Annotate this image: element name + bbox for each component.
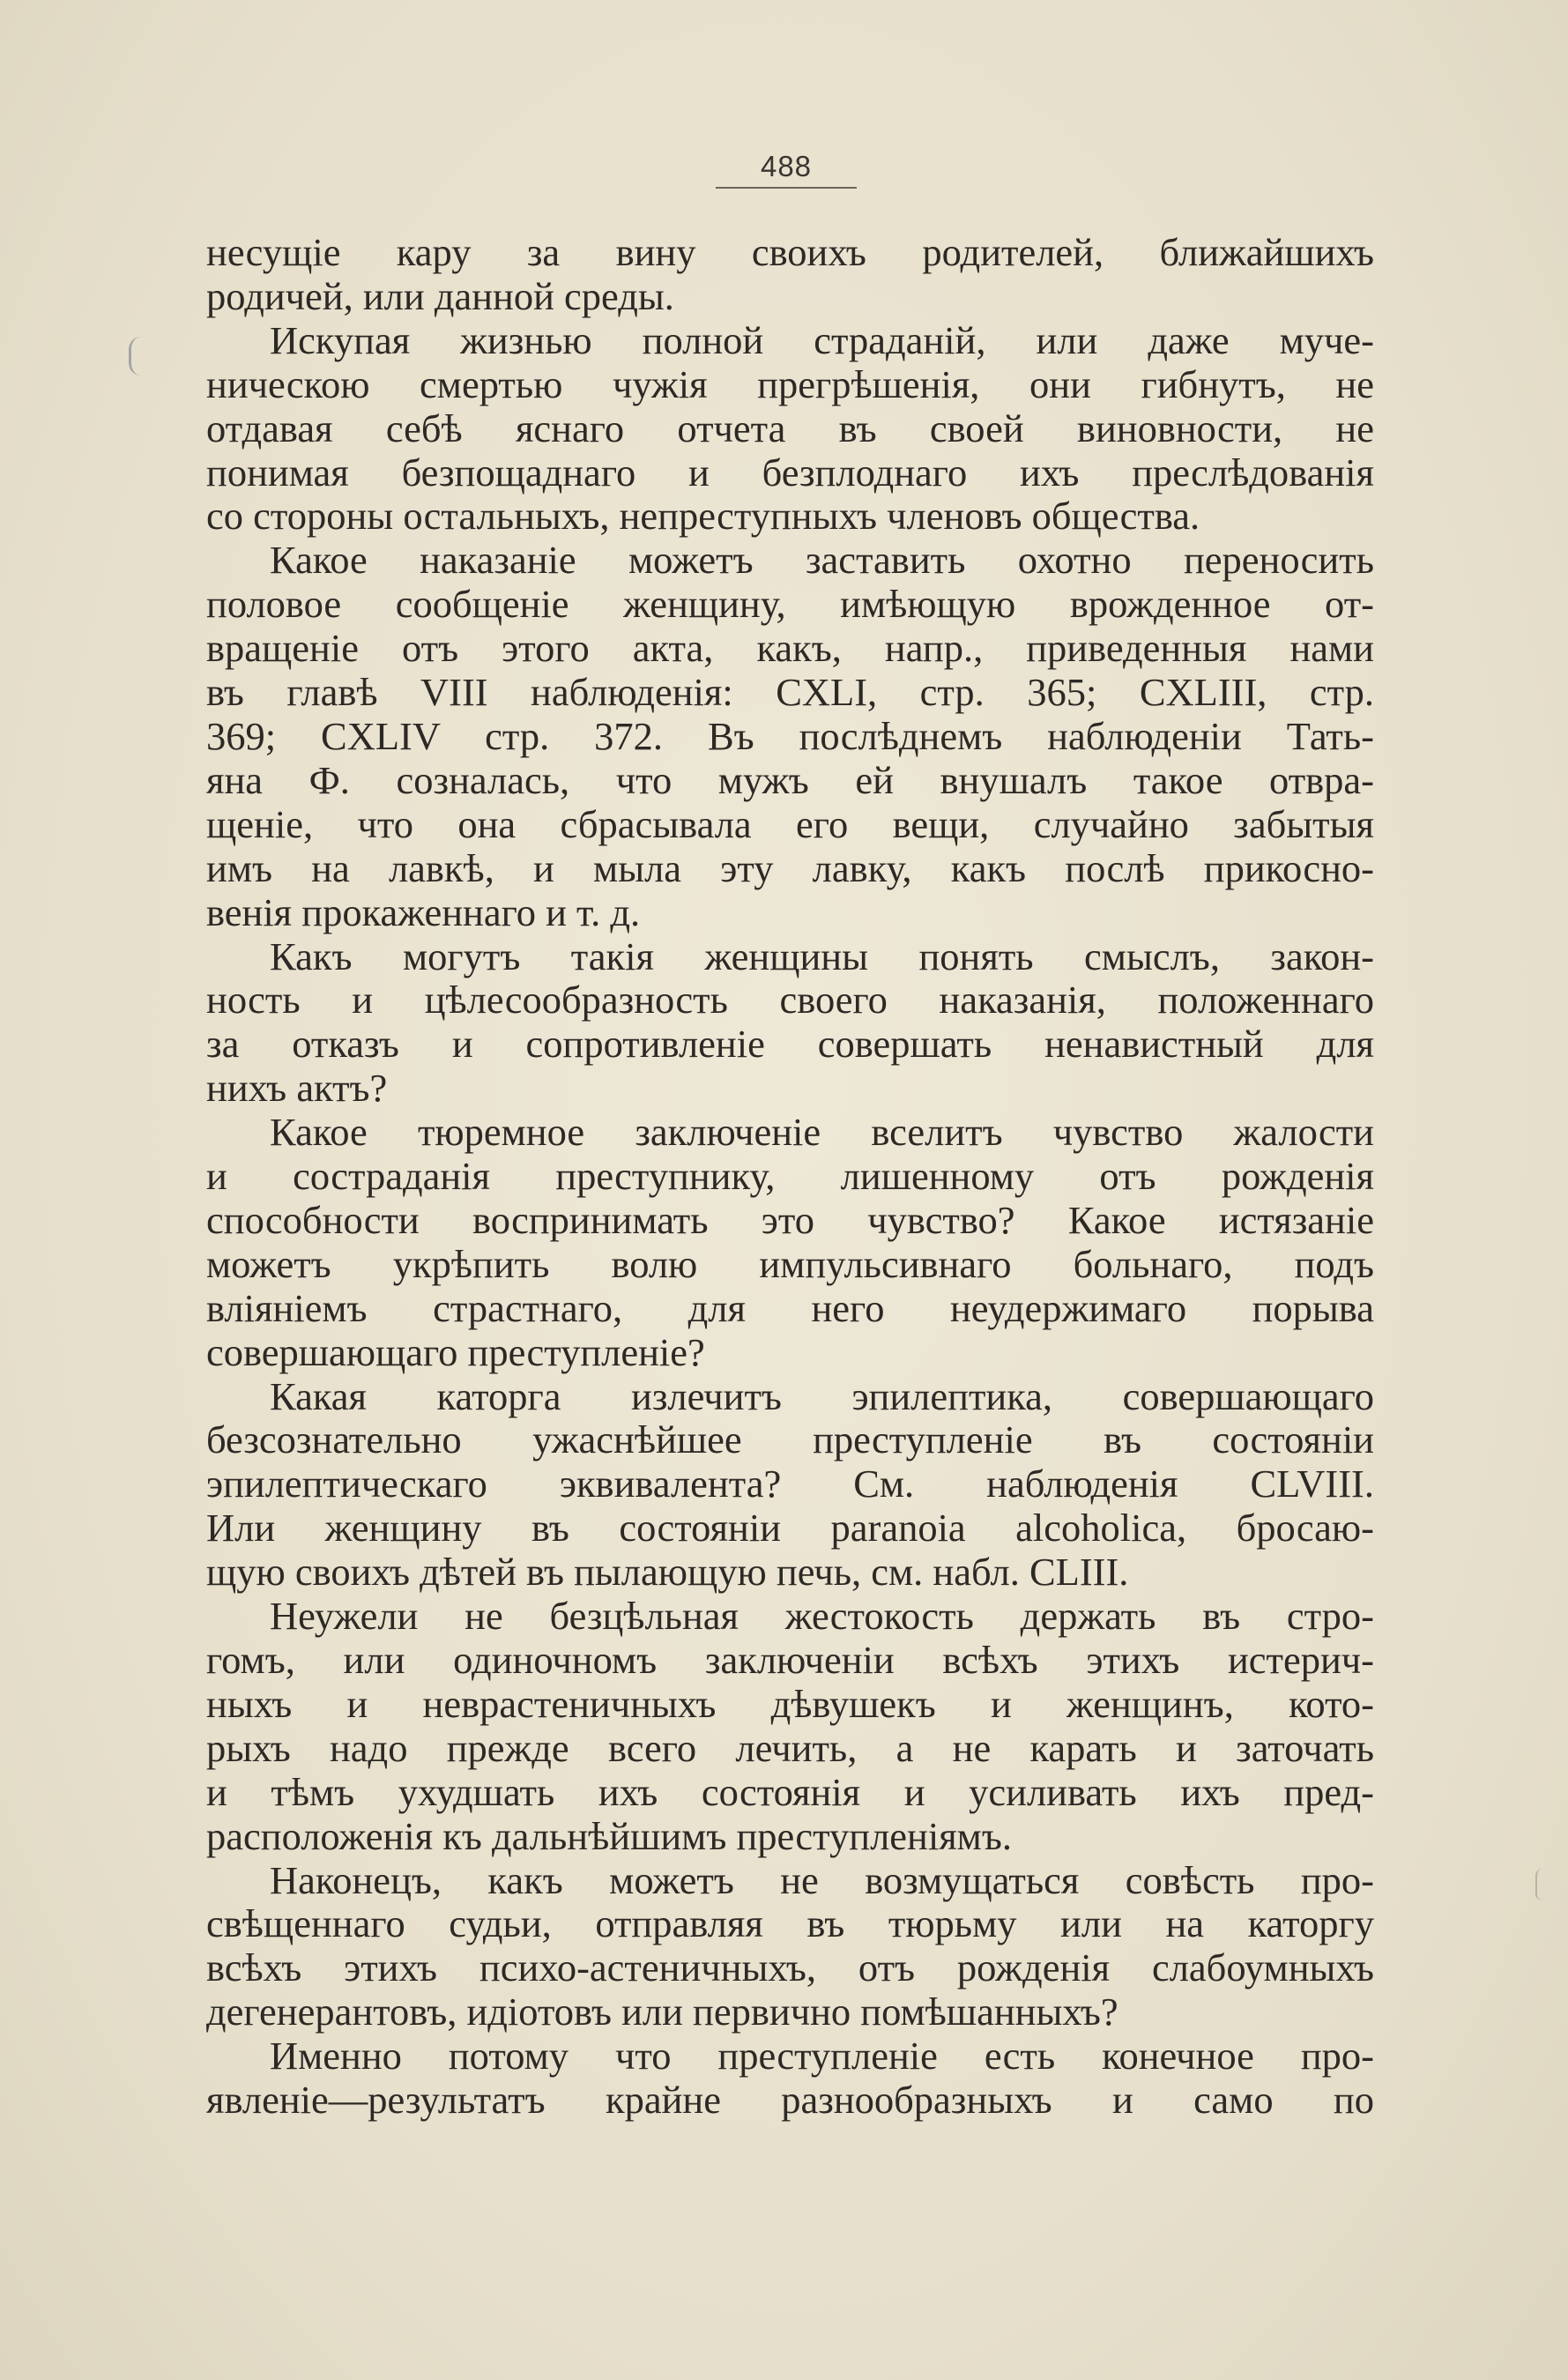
text-line: расположенія къ дальнѣйшимъ преступленіямъ. (206, 1813, 1012, 1858)
text-line: способности воспринимать это чувство? Какое истязаніе (206, 1197, 1374, 1242)
text-line: всѣхъ этихъ психо-астеничныхъ, отъ рожденія слабоумныхъ (206, 1945, 1374, 1990)
body-text (206, 231, 1374, 2123)
text-line: ность и цѣлесообразность своего наказанія, положеннаго (206, 978, 1374, 1023)
text-line: несущіе кару за вину своихъ родителей, ближайшихъ (206, 230, 1374, 274)
text-line: эпилептическаго эквивалента? См. наблюденія CLVIII. (206, 1461, 1374, 1506)
text-line: имъ на лавкѣ, и мыла эту лавку, какъ послѣ прикосно- (206, 845, 1374, 890)
text-line: рыхъ надо прежде всего лечить, а не карать и заточать (206, 1725, 1374, 1770)
text-line: вліяніемъ страстнаго, для него неудержимаго порыва (206, 1285, 1374, 1330)
text-line: вращеніе отъ этого акта, какъ, напр., приведенныя нами (206, 626, 1374, 671)
text-line: щую своихъ дѣтей въ пылающую печь, см. набл. CLIII. (206, 1550, 1129, 1595)
text-line: Неужели не безцѣльная жестокость держать въ стро- (270, 1594, 1374, 1639)
margin-mark (1535, 1869, 1546, 1900)
text-line: понимая безпощаднаго и безплоднаго ихъ преслѣдованія (206, 450, 1374, 495)
text-line: Наконецъ, какъ можетъ не возмущаться совѣсть про- (270, 1857, 1374, 1902)
text-line: за отказъ и сопротивленіе совершать ненавистный для (206, 1022, 1374, 1067)
text-line: отдавая себѣ яснаго отчета въ своей виновности, не (206, 405, 1374, 450)
text-line: совершающаго преступленіе? (206, 1329, 705, 1374)
text-line: венія прокаженнаго и т. д. (206, 889, 641, 934)
text-line: Какое наказаніе можетъ заставить охотно переносить (270, 538, 1374, 583)
text-line: въ главѣ VIII наблюденія: CXLI, стр. 365; CXLIII, стр. (206, 670, 1374, 715)
header-rule (716, 187, 857, 189)
text-line: ныхъ и неврастеничныхъ дѣвушекъ и женщинъ, кото- (206, 1681, 1374, 1726)
page-header (716, 150, 857, 189)
text-line: нихъ актъ? (206, 1066, 388, 1111)
text-line: Именно потому что преступленіе есть конечное про- (270, 2034, 1374, 2079)
text-line: 369; CXLIV стр. 372. Въ послѣднемъ наблюденіи Тать- (206, 713, 1374, 758)
text-line: щеніе, что она сбрасывала его вещи, случайно забытыя (206, 801, 1374, 846)
pencil-bracket-mark (129, 337, 151, 376)
text-line: Какое тюремное заключеніе вселитъ чувство жалости (270, 1110, 1374, 1155)
text-line: дегенерантовъ, идіотовъ или первично помѣшанныхъ? (206, 1990, 1118, 2034)
text-line: свѣщеннаго судьи, отправляя въ тюрьму или на каторгу (206, 1901, 1374, 1946)
text-line: Какая каторга излечитъ эпилептика, совершающаго (270, 1373, 1374, 1418)
text-line: гомъ, или одиночномъ заключеніи всѣхъ этихъ истерич- (206, 1638, 1374, 1682)
text-line: со стороны остальныхъ, непреступныхъ членовъ общества. (206, 494, 1200, 539)
text-line: половое сообщеніе женщину, имѣющую врожденное от- (206, 582, 1374, 627)
text-line: Какъ могутъ такія женщины понять смыслъ, закон- (270, 933, 1374, 978)
text-line: и тѣмъ ухудшать ихъ состоянія и усиливать ихъ пред- (206, 1769, 1374, 1814)
text-line: безсознательно ужаснѣйшее преступленіе въ состояніи (206, 1417, 1374, 1462)
text-line: Искупая жизнью полной страданій, или даже муче- (270, 317, 1374, 362)
text-line: и состраданія преступнику, лишенному отъ рожденія (206, 1154, 1374, 1199)
text-line: можетъ укрѣпить волю импульсивнаго больнаго, подъ (206, 1241, 1374, 1286)
text-line: родичей, или данной среды. (206, 273, 674, 318)
text-line: ническою смертью чужія прегрѣшенія, они гибнутъ, не (206, 361, 1374, 406)
text-line: Или женщину въ состояніи paranoia alcoholica, бросаю- (206, 1506, 1374, 1551)
text-line: явленіе—результатъ крайне разнообразныхъ и само по (206, 2078, 1374, 2123)
text-line: яна Ф. созналась, что мужъ ей внушалъ такое отвра- (206, 757, 1374, 802)
page-number: 488 (760, 150, 813, 182)
